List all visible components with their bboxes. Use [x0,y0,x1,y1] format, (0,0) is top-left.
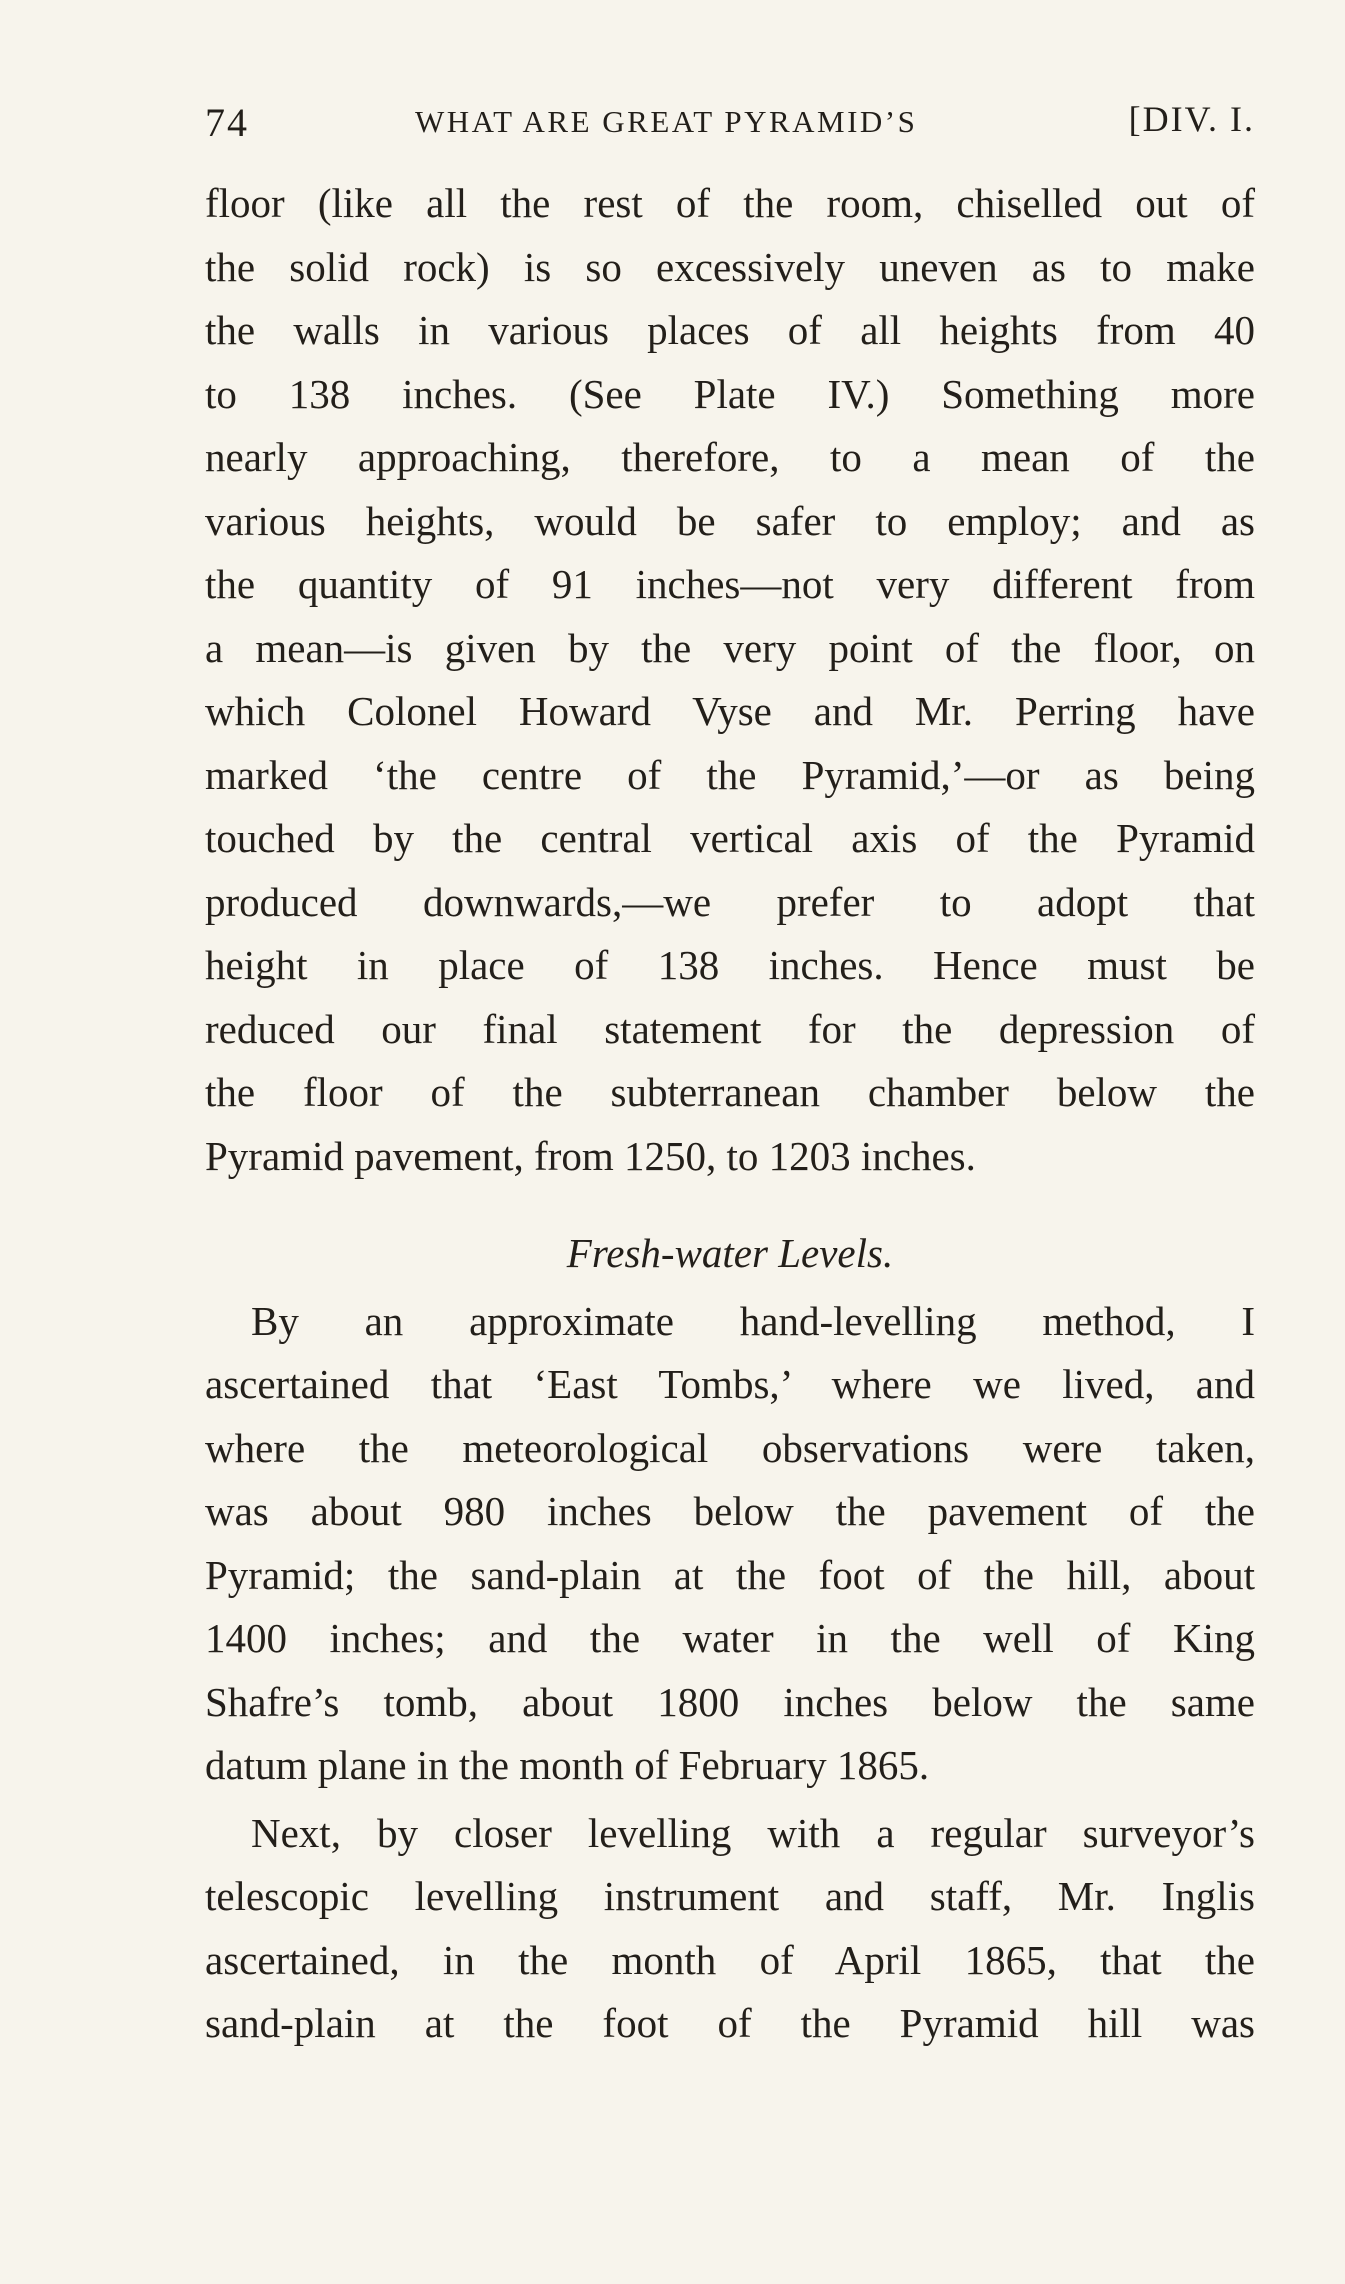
text-line: telescopic levelling instrument and staff, Mr. Inglis [205,1873,1255,1919]
text-line: the quantity of 91 inches—not very different from [205,561,1255,607]
text-line: to 138 inches. (See Plate IV.) Something more [205,370,1255,417]
text-line: ascertained, in the month of April 1865, that the [205,1936,1255,1983]
text-line: Shafre’s tomb, about 1800 inches below the same [205,1678,1255,1725]
division-label: [DIV. I. [1128,99,1255,139]
text-line: the walls in various places of all heights from 40 [205,307,1255,353]
text-line: sand-plain at the foot of the Pyramid hill was [205,2000,1255,2046]
text-line: where the meteorological observations were taken, [205,1424,1255,1471]
body-text [205,172,1255,2056]
text-line: the solid rock) is so excessively uneven as to make [205,243,1255,290]
paragraph-hand-levelling [205,1290,1255,1798]
text-line: Pyramid pavement, from 1250, to 1203 inches. [205,1132,976,1179]
text-line: nearly approaching, therefore, to a mean of the [205,434,1255,480]
page-number: 74 [205,100,249,145]
text-line: touched by the central vertical axis of the Pyramid [205,815,1255,861]
text-line: various heights, would be safer to employ; and as [205,497,1255,544]
text-line: floor (like all the rest of the room, chiselled out of [205,180,1255,226]
running-header [205,95,1255,155]
text-line: datum plane in the month of February 1865. [205,1742,930,1788]
text-line: reduced our final statement for the depression of [205,1005,1255,1052]
text-line: the floor of the subterranean chamber below the [205,1069,1255,1115]
text-line: produced downwards,—we prefer to adopt that [205,878,1255,925]
paragraph-floor-depression [205,172,1255,1188]
paragraph-surveyor-levelling [205,1802,1255,2056]
text-line: Pyramid; the sand-plain at the foot of the hill, about [205,1551,1255,1598]
text-line: 1400 inches; and the water in the well of King [205,1615,1255,1661]
section-heading: Fresh-water Levels. [566,1230,894,1276]
text-line: Next, by closer levelling with a regular surveyor’s [251,1809,1255,1856]
text-line: marked ‘the centre of the Pyramid,’—or as being [205,751,1255,798]
text-line: By an approximate hand-levelling method, I [251,1297,1255,1344]
text-line: a mean—is given by the very point of the floor, on [205,624,1255,671]
text-line: which Colonel Howard Vyse and Mr. Perring have [205,688,1255,734]
text-line: ascertained that ‘East Tombs,’ where we lived, and [205,1361,1255,1407]
text-line: was about 980 inches below the pavement of the [205,1488,1255,1534]
running-title: WHAT ARE GREAT PYRAMID’S [415,104,918,139]
text-line: height in place of 138 inches. Hence must be [205,942,1255,988]
